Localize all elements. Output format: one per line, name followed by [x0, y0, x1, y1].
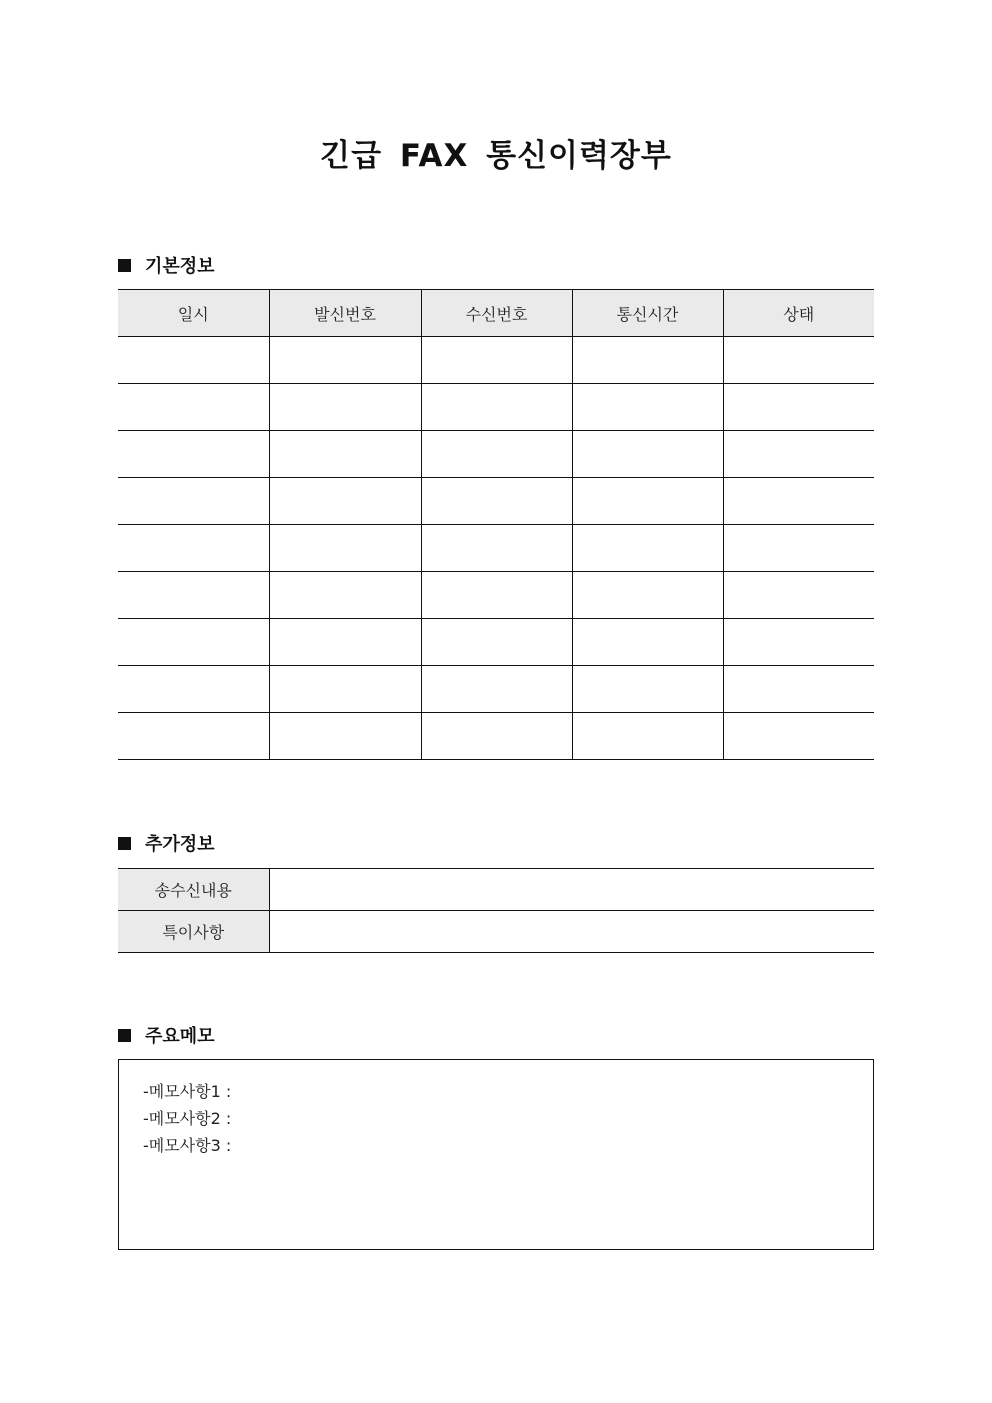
- black-square-icon: [118, 1029, 131, 1042]
- extra-info-table: [118, 868, 874, 953]
- cell-receiver-number[interactable]: [421, 666, 572, 713]
- cell-duration[interactable]: [572, 384, 723, 431]
- cell-status[interactable]: [723, 572, 874, 619]
- cell-sender-number[interactable]: [269, 619, 421, 666]
- cell-receiver-number[interactable]: [421, 384, 572, 431]
- table-row: [118, 431, 874, 478]
- transmission-content-label: 송수신내용: [118, 869, 269, 911]
- cell-status[interactable]: [723, 384, 874, 431]
- memo-heading-label: 주요메모: [145, 1026, 215, 1047]
- cell-receiver-number[interactable]: [421, 431, 572, 478]
- cell-sender-number[interactable]: [269, 525, 421, 572]
- cell-status[interactable]: [723, 666, 874, 713]
- table-row: [118, 713, 874, 760]
- cell-receiver-number[interactable]: [421, 525, 572, 572]
- cell-datetime[interactable]: [118, 572, 269, 619]
- cell-status[interactable]: [723, 619, 874, 666]
- cell-receiver-number[interactable]: [421, 713, 572, 760]
- memo-line-3: -메모사항3 :: [143, 1136, 232, 1155]
- cell-duration[interactable]: [572, 666, 723, 713]
- table-row: [118, 869, 874, 911]
- cell-sender-number[interactable]: [269, 572, 421, 619]
- table-row: [118, 525, 874, 572]
- cell-datetime[interactable]: [118, 525, 269, 572]
- cell-sender-number[interactable]: [269, 478, 421, 525]
- basic-info-heading: [118, 252, 215, 278]
- cell-duration[interactable]: [572, 337, 723, 384]
- transmission-content-value[interactable]: [269, 869, 874, 911]
- memo-lines: [143, 1078, 231, 1159]
- cell-sender-number[interactable]: [269, 384, 421, 431]
- black-square-icon: [118, 259, 131, 272]
- table-header-row: [118, 290, 874, 337]
- cell-datetime[interactable]: [118, 478, 269, 525]
- cell-status[interactable]: [723, 431, 874, 478]
- cell-duration[interactable]: [572, 619, 723, 666]
- basic-info-table: [118, 289, 874, 760]
- table-row: [118, 337, 874, 384]
- cell-datetime[interactable]: [118, 713, 269, 760]
- memo-line-2: -메모사항2 :: [143, 1109, 232, 1128]
- cell-datetime[interactable]: [118, 431, 269, 478]
- basic-info-table-body: [118, 337, 874, 760]
- table-row: [118, 619, 874, 666]
- cell-receiver-number[interactable]: [421, 572, 572, 619]
- document-title: 긴급 FAX 통신이력장부: [320, 138, 672, 174]
- cell-status[interactable]: [723, 337, 874, 384]
- cell-receiver-number[interactable]: [421, 337, 572, 384]
- cell-duration[interactable]: [572, 572, 723, 619]
- extra-info-heading: [118, 830, 215, 856]
- cell-receiver-number[interactable]: [421, 619, 572, 666]
- special-notes-label: 특이사항: [118, 911, 269, 953]
- table-row: [118, 572, 874, 619]
- column-header-datetime: 일시: [118, 290, 269, 337]
- cell-sender-number[interactable]: [269, 337, 421, 384]
- cell-datetime[interactable]: [118, 384, 269, 431]
- cell-status[interactable]: [723, 478, 874, 525]
- extra-info-heading-label: 추가정보: [145, 834, 215, 855]
- cell-duration[interactable]: [572, 713, 723, 760]
- table-row: [118, 478, 874, 525]
- cell-datetime[interactable]: [118, 619, 269, 666]
- column-header-duration: 통신시간: [572, 290, 723, 337]
- cell-datetime[interactable]: [118, 337, 269, 384]
- table-row: [118, 384, 874, 431]
- column-header-receiver-number: 수신번호: [421, 290, 572, 337]
- memo-heading: [118, 1022, 215, 1048]
- column-header-status: 상태: [723, 290, 874, 337]
- cell-duration[interactable]: [572, 431, 723, 478]
- memo-box[interactable]: [118, 1059, 874, 1250]
- table-row: [118, 666, 874, 713]
- memo-line-1: -메모사항1 :: [143, 1082, 232, 1101]
- cell-sender-number[interactable]: [269, 713, 421, 760]
- column-header-sender-number: 발신번호: [269, 290, 421, 337]
- cell-duration[interactable]: [572, 478, 723, 525]
- cell-receiver-number[interactable]: [421, 478, 572, 525]
- cell-duration[interactable]: [572, 525, 723, 572]
- table-row: [118, 911, 874, 953]
- special-notes-value[interactable]: [269, 911, 874, 953]
- cell-datetime[interactable]: [118, 666, 269, 713]
- cell-sender-number[interactable]: [269, 666, 421, 713]
- basic-info-heading-label: 기본정보: [145, 256, 215, 277]
- cell-sender-number[interactable]: [269, 431, 421, 478]
- cell-status[interactable]: [723, 525, 874, 572]
- cell-status[interactable]: [723, 713, 874, 760]
- black-square-icon: [118, 837, 131, 850]
